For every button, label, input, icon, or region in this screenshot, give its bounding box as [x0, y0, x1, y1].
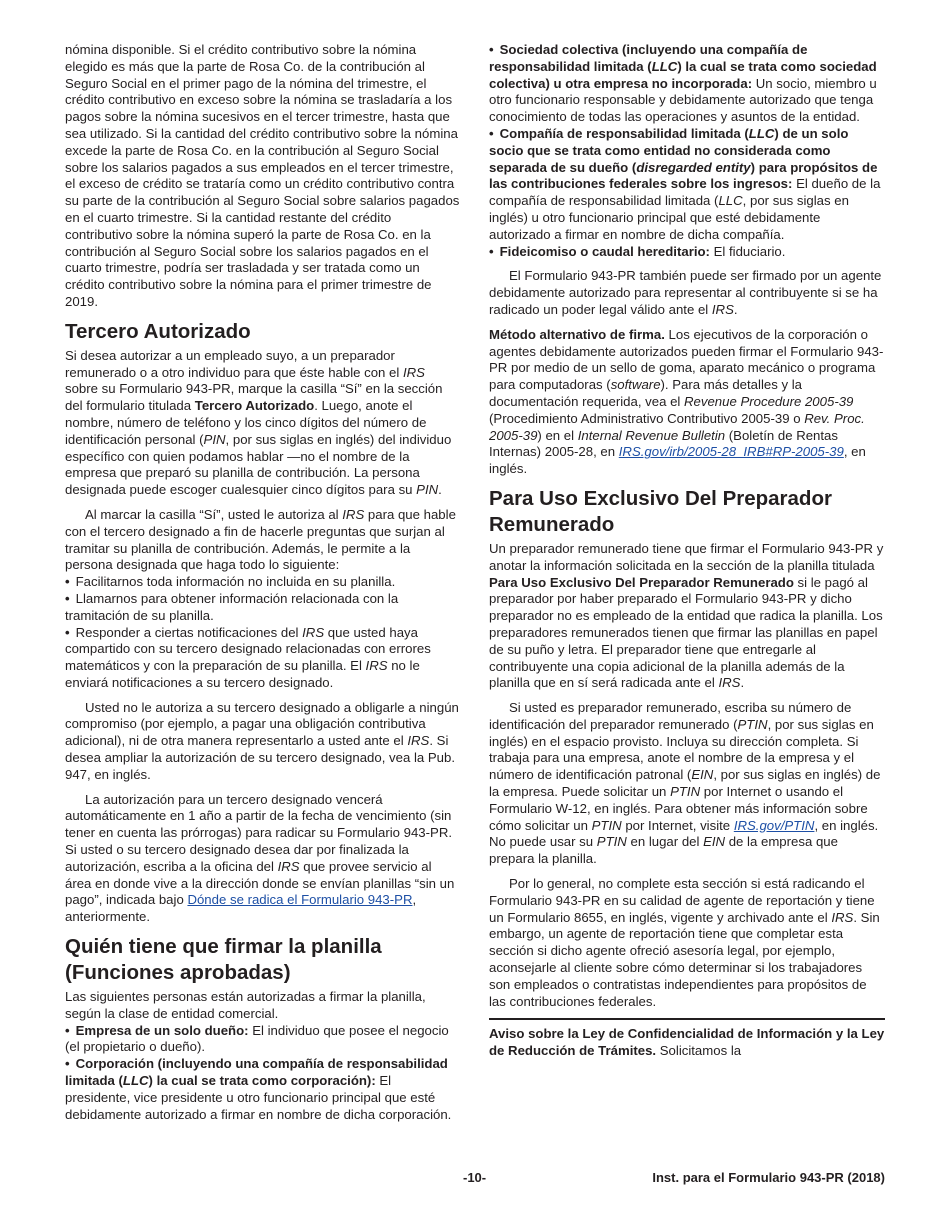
heading-preparador-remunerado: Para Uso Exclusivo Del Preparador Remunerado — [489, 486, 832, 536]
list-item: • Compañía de responsabilidad limitada (LLC) de un solo socio que se trata como entidad no considerada como separada de su dueño (disregarded entity) para propósitos de las contribuciones federales sobre los ingresos: El dueño de la compañía de responsabilidad limitada (LLC, por sus siglas en inglés) u otro funcionario principal que esté debidamente autorizado a firmar en nombre de dicha compañía. — [489, 126, 885, 244]
preparador-paragraph-2: Si usted es preparador remunerado, escriba su número de identificación del preparador remunerado (PTIN, por sus siglas en inglés) en el espacio provisto. Incluya su dirección completa. Si trabaja para una empresa, anote el nombre de la empresa y el número de identificación patronal (EIN, por sus siglas en inglés) de la empresa. Puede solicitar un PTIN por Internet o usando el Formulario W-12, en inglés. Para obtener más información sobre cómo solicitar un PTIN por Internet, visite IRS.gov/PTIN, en inglés. No puede usar su PTIN en lugar del EIN de la empresa que prepara la planilla. — [489, 700, 881, 867]
quien-paragraph: Las siguientes personas están autorizadas a firmar la planilla, según la clase de entidad comercial. — [65, 989, 426, 1021]
metodo-alternativo-paragraph: Método alternativo de firma. Los ejecutivos de la corporación o agentes debidamente autorizados pueden firmar el Formulario 943-PR por medio de un sello de goma, aparato mecánico o programa para computadoras (software). Para más detalles y la documentación requerida, vea el Revenue Procedure 2005-39 (Procedimiento Administrativo Contributivo 2005-39 o Rev. Proc. 2005-39) en el Internal Revenue Bulletin (Boletín de Rentas Internas) 2005-28, en IRS.gov/irb/2005-28_IRB#RP-2005-39, en inglés. — [489, 326, 884, 477]
tercero-paragraph-4: La autorización para un tercero designado vencerá automáticamente en 1 año a partir de la fecha de vencimiento (sin tener en cuenta las prórrogas) para radicar su Formulario 943-PR. Si usted o su tercero designado desea dar por finalizada la autorización, escriba a la oficina del IRS que provee servicio al área en donde vive a la dirección donde se envían planillas “sin un pago”, indicada bajo Dónde se radica el Formulario 943-PR, anteriormente. — [65, 791, 455, 925]
firma-agente-paragraph: El Formulario 943-PR también puede ser firmado por un agente debidamente autorizado para representar al contribuyente si se ha radicado un poder legal válido ante el IRS. — [489, 268, 882, 317]
list-item: • Sociedad colectiva (incluyendo una compañía de responsabilidad limitada (LLC) la cual se trata como sociedad colectiva) u otra empresa no incorporada: Un socio, miembro u otro funcionario responsable y debidamente autorizado que tenga conocimiento de todas las operaciones y asuntos de la entidad. — [489, 42, 885, 126]
aviso-paragraph: Aviso sobre la Ley de Confidencialidad de Información y la Ley de Reducción de Trámites. Solicitamos la — [489, 1026, 885, 1059]
heading-tercero-autorizado: Tercero Autorizado — [65, 319, 251, 343]
irb-2005-28-link[interactable]: IRS.gov/irb/2005-28_IRB#RP-2005-39 — [618, 444, 844, 460]
tercero-paragraph-3: Usted no le autoriza a su tercero designado a obligarle a ningún compromiso (por ejemplo, a pagar una obligación contributiva adicional), ni de otra manera representarlo a usted ante el IRS. Si desea ampliar la autorización de su tercero designado, vea la Pub. 947, en inglés. — [65, 699, 459, 782]
list-item: • Facilitarnos toda información no incluida en su planilla. — [65, 574, 460, 591]
list-item: • Corporación (incluyendo una compañía de responsabilidad limitada (LLC) la cual se trata como corporación): El presidente, vice presidente u otro funcionario principal que esté debidamente autorizado a firmar en nombre de dicha corporación. — [65, 1056, 460, 1123]
page-number: -10- — [463, 1170, 487, 1185]
tercero-paragraph-2: Al marcar la casilla “Sí”, usted le autoriza al IRS para que hable con el tercero designado a fin de hacerle preguntas que surjan al tramitar su planilla de contribución. Además, le permite a la persona designada que haga todo lo siguiente: — [65, 506, 456, 573]
list-item: • Empresa de un solo dueño: El individuo que posee el negocio (el propietario o dueño). — [65, 1023, 460, 1057]
list-item: • Fideicomiso o caudal hereditario: El fiduciario. — [489, 244, 885, 261]
preparador-paragraph-1: Un preparador remunerado tiene que firmar el Formulario 943-PR y anotar la información solicitada en la sección de la planilla titulada Para Uso Exclusivo Del Preparador Remunerado si le pagó al preparador por haber preparado el Formulario 943-PR y dicho preparador no es empleado de la entidad que radica la planilla. Los preparadores remunerados tienen que firmar las planillas en papel de su puño y letra. El preparador tiene que entregarle al contribuyente una copia adicional de la planilla además de la planilla que en sí será radicada ante el IRS. — [489, 540, 884, 691]
donde-se-radica-link[interactable]: Dónde se radica el Formulario 943-PR — [187, 892, 413, 908]
tercero-paragraph-1: Si desea autorizar a un empleado suyo, a un preparador remunerado o a otro individuo para que éste hable con el IRS sobre su Formulario 943-PR, marque la casilla “Sí” en la sección del formulario titulada Tercero Autorizado. Luego, anote el nombre, número de teléfono y los cinco dígitos del número de identificación personal (PIN, por sus siglas en inglés) del individuo específico con quien podamos hablar —no el nombre de la empresa que preparó su planilla de contribución. La persona designada puede escoger cualesquier cinco dígitos para su PIN. — [65, 347, 452, 498]
intro-paragraph: nómina disponible. Si el crédito contributivo sobre la nómina elegido es más que la parte de Rosa Co. de la contribución al Seguro Social en el primer pago de la nómina del trimestre, el crédito contributivo en exceso sobre la nómina se trasladaría a los pagos sobre la nómina sucesivos en el tercer trimestre, hasta que sea utilizado. Si la cantidad del crédito contributivo sobre la nómina excede la parte de Rosa Co. en la contribución al Seguro Social sobre los salarios pagados a sus empleados en el tercer trimestre, el exceso de crédito se trataría como un crédito contributivo contra su parte de la contribución al Seguro Social sobre salarios pagados en el cuarto trimestre. Si la cantidad restante del crédito contributivo sobre la nómina superó la parte de Rosa Co. en la contribución al Seguro Social sobre los salarios pagados en el cuarto trimestre, podría ser trasladada y ser tratada como un crédito contributivo sobre la nómina para el primer trimestre de 2019. — [65, 42, 460, 309]
irs-ptin-link[interactable]: IRS.gov/PTIN — [733, 817, 815, 833]
right-column — [489, 42, 885, 1068]
heading-quien-tiene-que-firmar: Quién tiene que firmar la planilla (Funciones aprobadas) — [65, 935, 382, 985]
list-item: • Llamarnos para obtener información relacionada con la tramitación de su planilla. — [65, 591, 460, 625]
footer-title: Inst. para el Formulario 943-PR (2018) — [652, 1170, 885, 1185]
section-divider — [489, 1018, 885, 1020]
page-footer — [65, 1170, 885, 1190]
preparador-paragraph-3: Por lo general, no complete esta sección si está radicando el Formulario 943-PR en su calidad de agente de reportación y tiene un Formulario 8655, en inglés, vigente y archivado ante el IRS. Sin embargo, un agente de reportación tiene que completar esta sección si dicho agente ofreció asesoría legal, por ejemplo, aconsejarle al cliente sobre cómo determinar si los trabajadores son empleados o contratistas independientes para propósitos de las contribuciones federales. — [489, 876, 880, 1009]
left-column — [65, 42, 460, 1123]
list-item: • Responder a ciertas notificaciones del IRS que usted haya compartido con su tercero designado relacionadas con errores matemáticos y con la preparación de su planilla. El IRS no le enviará notificaciones a su tercero designado. — [65, 625, 460, 692]
